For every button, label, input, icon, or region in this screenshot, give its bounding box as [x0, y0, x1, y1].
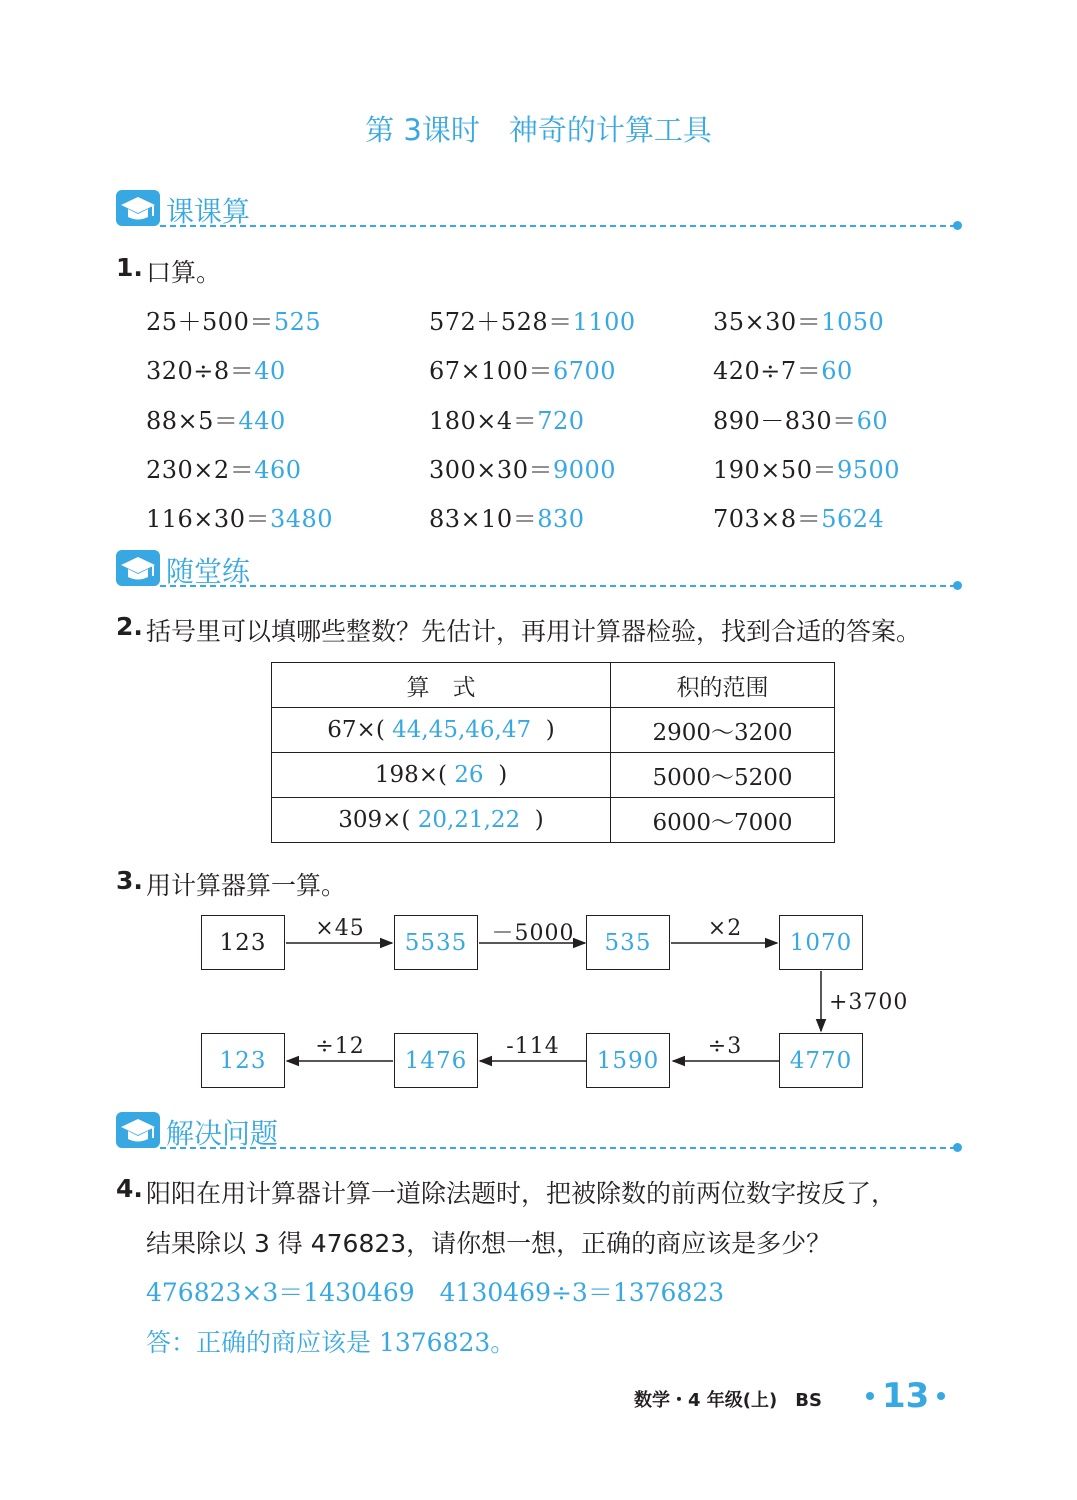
range-cell: 5000～5200: [611, 753, 835, 798]
table-header: 积的范围: [611, 663, 835, 708]
formula-cell: 67×( 44,45,46,47 ): [272, 708, 611, 753]
solution-work: 476823×3＝1430469 4130469÷3＝1376823: [146, 1278, 725, 1307]
answer-text: 5624: [821, 505, 885, 534]
table-header: 算 式: [272, 663, 611, 708]
expression: 180×4＝: [429, 406, 538, 435]
question-number: 2.: [116, 612, 143, 641]
expression: 230×2＝: [146, 455, 255, 484]
range-cell: 2900～3200: [611, 708, 835, 753]
problem-text-line1: 阳阳在用计算器计算一道除法题时，把被除数的前两位数字按反了，: [146, 1179, 897, 1208]
question-prompt: 用计算器算一算。: [146, 871, 347, 900]
expression: 190×50＝: [713, 455, 837, 484]
operation-label: －5000: [491, 921, 575, 946]
expression: 300×30＝: [429, 455, 553, 484]
page-number-group: [866, 1376, 945, 1416]
flow-box-answer: 123: [201, 1033, 285, 1088]
expression: 572＋528＝: [429, 308, 573, 336]
page-number: 13: [882, 1376, 930, 1416]
expression: 88×5＝: [146, 406, 239, 435]
flow-box-answer: 5535: [394, 915, 478, 970]
answer-text: 440: [238, 406, 286, 435]
section-header-jiejuewenti: [116, 1110, 961, 1156]
answer-text: 40: [254, 357, 286, 386]
expression: 35×30＝: [713, 308, 822, 336]
answer-text: 3480: [269, 505, 334, 534]
flow-box-answer: 1476: [394, 1033, 478, 1088]
formula-cell: 198×( 26 ): [272, 753, 611, 798]
expression: 703×8＝: [713, 505, 822, 534]
section-label: 课课算: [166, 195, 251, 228]
expression: 320÷8＝: [146, 357, 255, 386]
answer-text: 60: [821, 357, 853, 386]
operation-label: ÷3: [707, 1034, 743, 1059]
flow-box-start: 123: [201, 915, 285, 970]
operation-label: +3700: [829, 990, 909, 1015]
graduation-cap-icon: [116, 1112, 160, 1148]
expression: 83×10＝: [429, 505, 538, 534]
question-number: 1.: [116, 253, 143, 282]
flow-box-answer: 1590: [586, 1033, 670, 1088]
answer-text: 720: [537, 406, 585, 435]
problem-text-line2: 结果除以 3 得 476823，请你想一想，正确的商应该是多少？: [146, 1229, 832, 1258]
question-prompt: 括号里可以填哪些整数？先估计，再用计算器检验，找到合适的答案。: [146, 617, 922, 646]
answer-text: 60: [856, 406, 889, 435]
question-prompt: 口算。: [146, 258, 222, 287]
expression: 116×30＝: [146, 505, 270, 534]
answer-text: 20,21,22: [417, 807, 521, 833]
flow-box-answer: 4770: [779, 1033, 863, 1088]
section-label: 随堂练: [166, 555, 251, 588]
answer-text: 44,45,46,47: [392, 717, 532, 743]
answer-text: 1050: [821, 308, 885, 336]
answer-text: 525: [273, 308, 322, 336]
answer-text: 9000: [552, 455, 617, 484]
answer-text: 26: [454, 762, 484, 788]
expression: 420÷7＝: [713, 357, 822, 386]
operation-label: ×45: [315, 916, 365, 941]
operation-label: ÷12: [315, 1034, 365, 1059]
expression: 890－830＝: [713, 406, 857, 435]
page-dot: [866, 1392, 874, 1400]
range-cell: 6000～7000: [611, 798, 835, 843]
expression: 25＋500＝: [146, 308, 274, 336]
section-divider: [160, 1147, 956, 1149]
question-number: 4.: [116, 1174, 143, 1203]
section-dot: [953, 1143, 962, 1152]
page-dot: [937, 1392, 945, 1400]
footer-book-info: 数学・4 年级(上) BS: [634, 1390, 822, 1411]
expression: 67×100＝: [429, 357, 553, 386]
lesson-title: 第 3课时 神奇的计算工具: [365, 113, 712, 147]
question-number: 3.: [116, 866, 143, 895]
operation-label: ×2: [707, 916, 743, 941]
answer-text: 1100: [572, 308, 636, 336]
answer-text: 830: [537, 505, 585, 534]
answer-text: 6700: [552, 357, 617, 386]
answer-text: 9500: [836, 455, 901, 484]
operation-label: -114: [506, 1034, 560, 1059]
section-label: 解决问题: [166, 1117, 279, 1150]
flow-box-answer: 1070: [779, 915, 863, 970]
solution-answer: 答：正确的商应该是 1376823。: [146, 1328, 516, 1357]
formula-cell: 309×( 20,21,22 ): [272, 798, 611, 843]
flow-box-answer: 535: [586, 915, 670, 970]
answer-text: 460: [254, 455, 302, 484]
